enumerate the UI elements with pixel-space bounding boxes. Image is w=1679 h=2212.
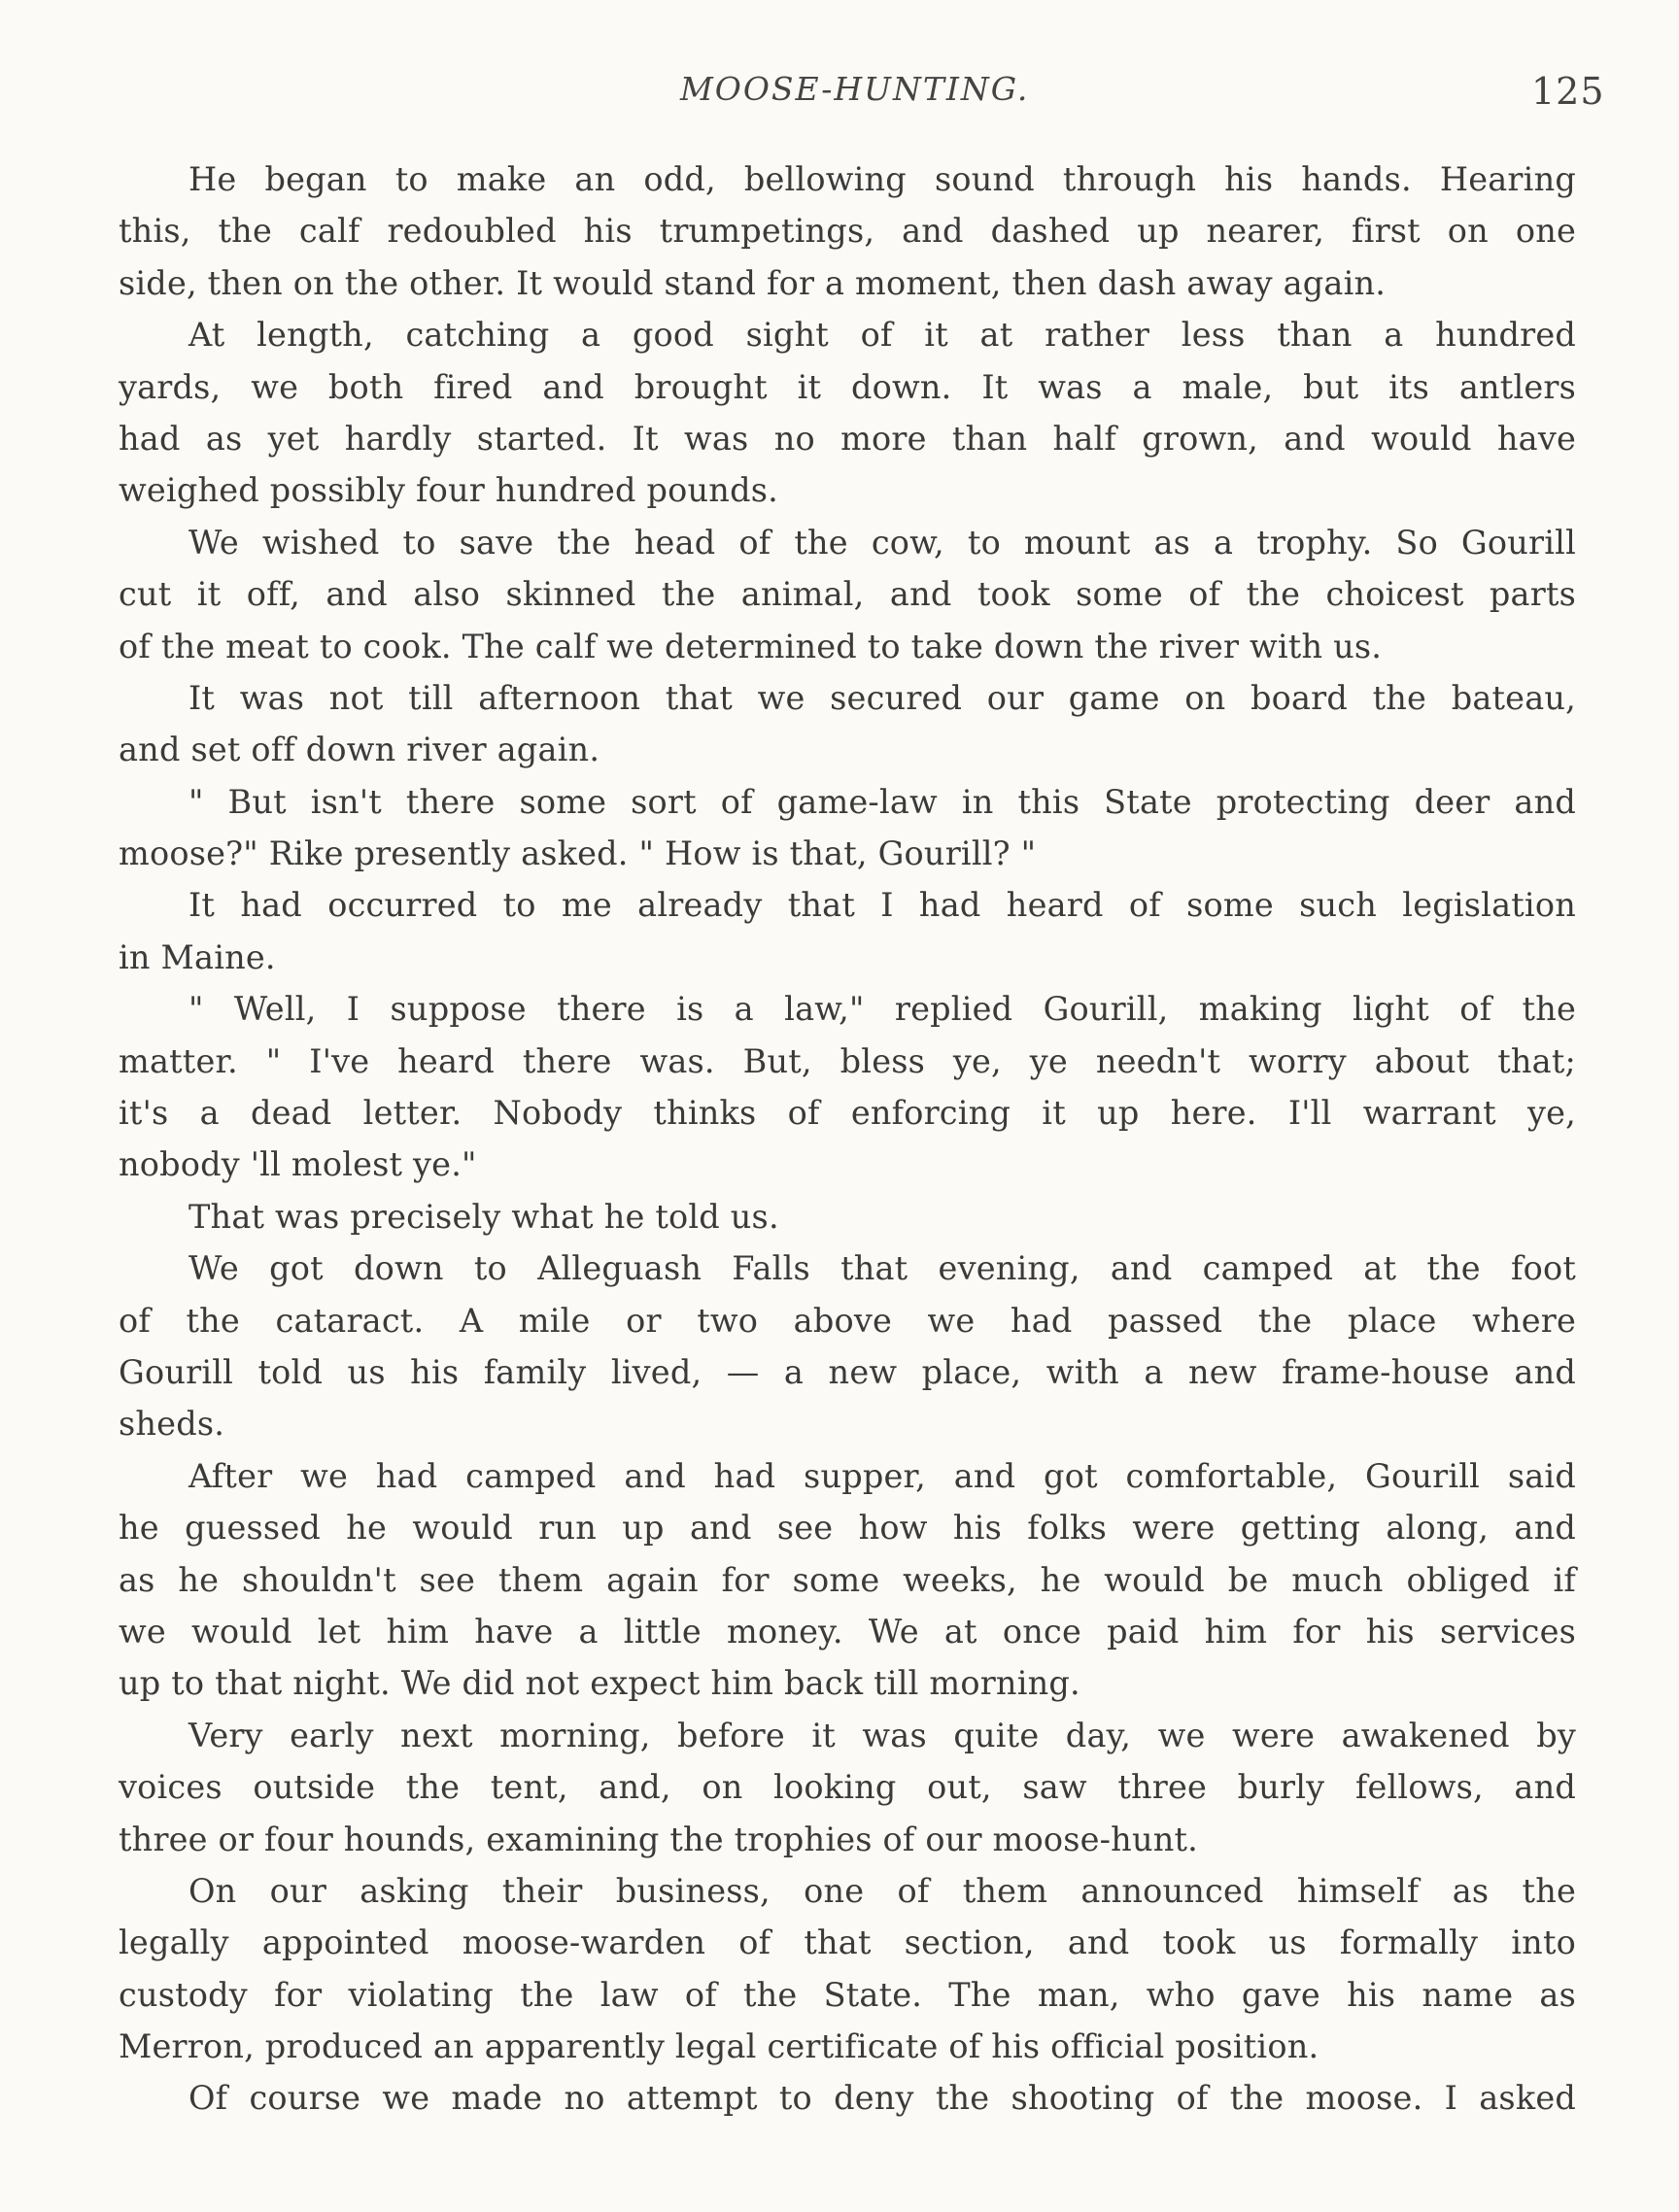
text-line: That was precisely what he told us. [188, 1197, 779, 1236]
text-line: side, then on the other. It would stand for a moment, then dash away again. [119, 263, 1387, 302]
text-line: " But isn't there some sort of game-law in this State protecting deer and [188, 782, 1576, 821]
text-line: It was not till afternoon that we secured our game on board the bateau, [188, 678, 1576, 717]
text-line: weighed possibly four hundred pounds. [119, 471, 778, 510]
text-line: three or four hounds, examining the trophies of our moose-hunt. [119, 1820, 1199, 1858]
text-line: He began to make an odd, bellowing sound through his hands. Hearing [188, 160, 1576, 198]
text-line: he guessed he would run up and see how his folks were getting along, and [119, 1509, 1576, 1548]
text-line: matter. " I've heard there was. But, bless ye, ye needn't worry about that; [119, 1041, 1576, 1080]
text-line: We got down to Alleguash Falls that evening, and camped at the foot [188, 1249, 1576, 1288]
text-line: moose?" Rike presently asked. " How is that, Gourill? " [119, 834, 1037, 873]
text-line: On our asking their business, one of them announced himself as the [188, 1871, 1576, 1910]
text-line: of the meat to cook. The calf we determined to take down the river with us. [119, 627, 1383, 665]
text-line: Gourill told us his family lived, — a new place, with a new frame-house and [119, 1352, 1576, 1391]
body-text [119, 153, 1576, 2125]
text-line: At length, catching a good sight of it at rather less than a hundred [188, 316, 1576, 355]
text-line: Merron, produced an apparently legal certificate of his official position. [119, 2027, 1319, 2066]
text-line: and set off down river again. [119, 731, 600, 769]
text-line: this, the calf redoubled his trumpetings, and dashed up nearer, first on one [119, 212, 1576, 251]
text-line: voices outside the tent, and, on looking out, saw three burly fellows, and [119, 1768, 1576, 1807]
text-line: It had occurred to me already that I had heard of some such legislation [188, 886, 1576, 925]
text-line: cut it off, and also skinned the animal, and took some of the choicest parts [119, 575, 1576, 614]
text-line: Of course we made no attempt to deny the shooting of the moose. I asked [188, 2079, 1576, 2118]
running-head [0, 70, 1679, 119]
text-line: we would let him have a little money. We at once paid him for his services [119, 1612, 1576, 1650]
text-line: yards, we both fired and brought it down. It was a male, but its antlers [119, 367, 1576, 406]
text-line: After we had camped and had supper, and got comfortable, Gourill said [188, 1456, 1576, 1495]
text-line: nobody 'll molest ye." [119, 1145, 477, 1184]
text-line: up to that night. We did not expect him back till morning. [119, 1664, 1080, 1703]
text-line: custody for violating the law of the State. The man, who gave his name as [119, 1975, 1576, 2014]
page-number: 125 [1531, 70, 1605, 113]
text-line: legally appointed moose-warden of that section, and took us formally into [119, 1923, 1576, 1962]
text-line: of the cataract. A mile or two above we had passed the place where [119, 1301, 1576, 1340]
text-line: sheds. [119, 1405, 225, 1444]
text-line: had as yet hardly started. It was no more than half grown, and would have [119, 419, 1576, 458]
text-line: " Well, I suppose there is a law," replied Gourill, making light of the [188, 990, 1576, 1029]
text-line: it's a dead letter. Nobody thinks of enforcing it up here. I'll warrant ye, [119, 1094, 1576, 1133]
running-title: MOOSE-HUNTING. [680, 70, 1030, 108]
text-line: in Maine. [119, 937, 276, 976]
text-line: as he shouldn't see them again for some weeks, he would be much obliged if [119, 1560, 1576, 1599]
text-line: We wished to save the head of the cow, to mount as a trophy. So Gourill [188, 523, 1576, 562]
text-line: Very early next morning, before it was quite day, we were awakened by [188, 1716, 1576, 1754]
